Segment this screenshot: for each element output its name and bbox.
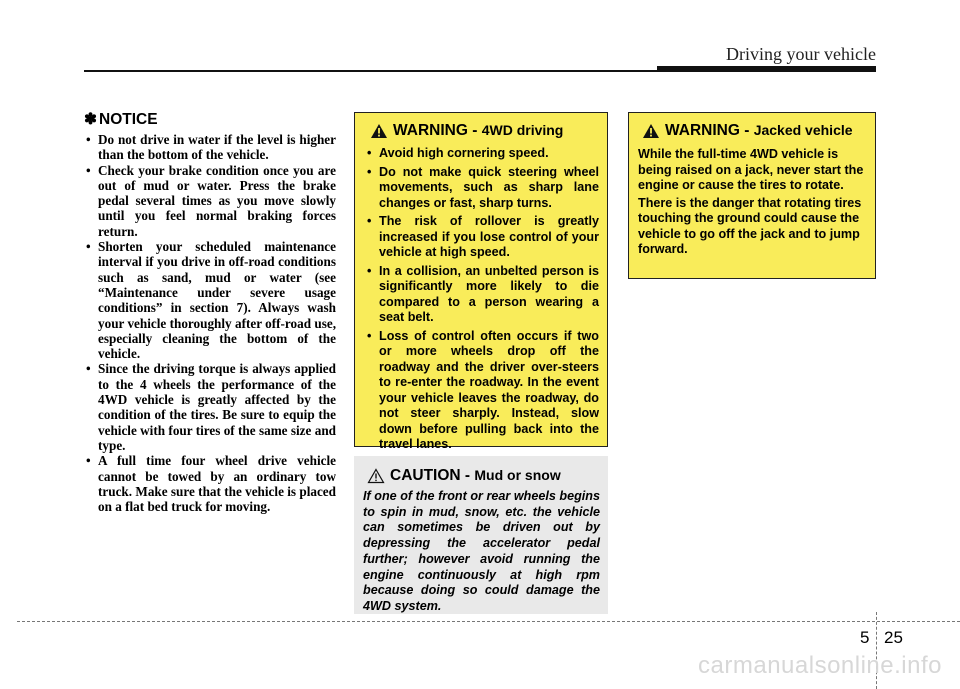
caution-label: CAUTION - — [390, 467, 475, 484]
caution-heading — [367, 467, 600, 485]
warning-triangle-icon — [642, 123, 660, 139]
warning-jack-paragraph: There is the danger that rotating tires touching the ground could cause the vehicle to go off the jack and to jump forward. — [638, 195, 862, 256]
footer-rule — [17, 621, 960, 622]
caution-topic: Mud or snow — [474, 467, 561, 483]
warning-4wd-list — [364, 146, 599, 453]
notice-heading — [84, 110, 336, 129]
notice-item: • Since the driving torque is always applied to the 4 wheels the performance of the 4WD vehicle is greatly affected by the condition of the tires. Be sure to equip the vehicle with four tires of the same size and type. — [84, 361, 336, 453]
chapter-number: 5 — [860, 628, 870, 647]
section-title: Driving your vehicle — [726, 44, 876, 64]
notice-item: • Do not drive in water if the level is higher than the bottom of the vehicle. — [84, 132, 336, 163]
page-number: 25 — [884, 628, 903, 647]
warning-item: • Do not make quick steering wheel movements, such as sharp lane changes or fast, sharp turns. — [364, 165, 599, 212]
warning-item: • Avoid high cornering speed. — [364, 146, 599, 162]
caution-mud-box — [354, 456, 608, 614]
warning-item: • In a collision, an unbelted person is significantly more likely to die compared to a person wearing a seat belt. — [364, 264, 599, 326]
warning-topic: Jacked vehicle — [753, 122, 853, 138]
warning-jack-heading — [642, 122, 868, 140]
caution-text: If one of the front or rear wheels begins to spin in mud, snow, etc. the vehicle can sometimes be driven out by depressing the accelerator pedal further; however avoid running the engine continuously at high rpm because doing so could damage the 4WD system. — [363, 489, 600, 613]
notice-item: • Shorten your scheduled maintenance interval if you drive in off-road conditions such as sand, mud or water (see “Maintenance under severe usage conditions” in section 7). Always wash your vehicle thoroughly after off-road use, especially cleaning the bottom of the vehicle. — [84, 239, 336, 361]
header-rule-accent — [657, 66, 876, 72]
notice-title: NOTICE — [99, 110, 158, 128]
notice-item: • Check your brake condition once you are out of mud or water. Press the brake pedal several times as you move slowly until you feel normal braking forces return. — [84, 163, 336, 239]
notice-star-icon: ✽ — [84, 111, 97, 128]
warning-4wd-heading — [370, 122, 599, 140]
warning-4wd-box — [354, 112, 608, 451]
warning-topic: 4WD driving — [481, 122, 564, 138]
watermark: carmanualsonline.info — [698, 652, 942, 679]
warning-label: WARNING - — [393, 122, 482, 139]
warning-jack-box — [628, 112, 876, 279]
warning-jack-paragraph: While the full-time 4WD vehicle is being raised on a jack, never start the engine or cause the tires to rotate. — [638, 147, 864, 192]
notice-item: • A full time four wheel drive vehicle cannot be towed by an ordinary tow truck. Make sure that the vehicle is placed on a flat bed truck for moving. — [84, 453, 336, 514]
warning-label: WARNING - — [665, 122, 754, 139]
notice-section — [84, 110, 336, 514]
warning-triangle-icon — [370, 123, 388, 139]
caution-triangle-icon — [367, 468, 385, 484]
warning-item: • The risk of rollover is greatly increased if you lose control of your vehicle at high speed. — [364, 214, 599, 261]
warning-item: • Loss of control often occurs if two or more wheels drop off the roadway and the driver over-steers to re-enter the roadway. In the event your vehicle leaves the roadway, do not steer sharply. Instead, slow down before pulling back into the travel lanes. — [364, 329, 599, 453]
notice-list — [84, 132, 336, 514]
